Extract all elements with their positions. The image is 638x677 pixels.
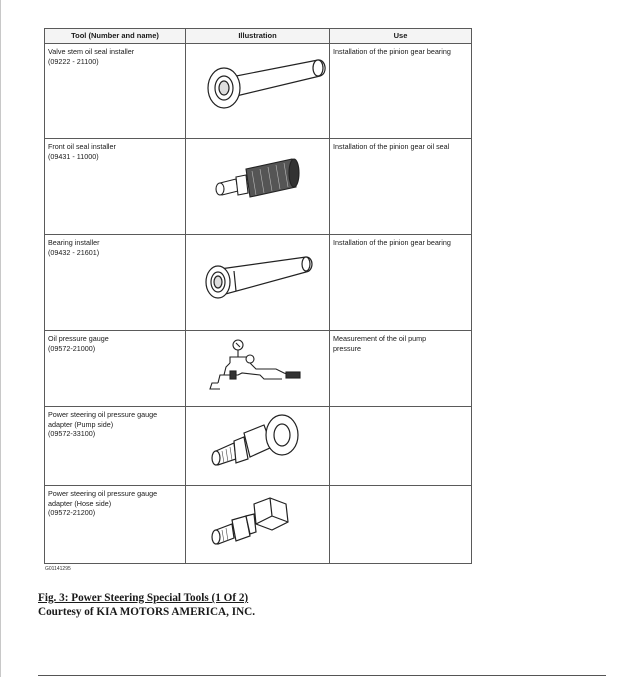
tool-name: Valve stem oil seal installer (09222 - 21100) bbox=[48, 47, 135, 66]
illustration-cell bbox=[186, 407, 330, 486]
use-text bbox=[330, 407, 471, 410]
special-tools-table bbox=[44, 28, 472, 564]
table-row bbox=[45, 44, 472, 139]
use-cell bbox=[330, 44, 472, 139]
use-text: Installation of the pinion gear bearing bbox=[333, 47, 451, 56]
use-cell bbox=[330, 486, 472, 564]
table-row bbox=[45, 235, 472, 331]
tool-name-cell bbox=[45, 486, 186, 564]
tool-name: Power steering oil pressure gauge adapter (Pump side) (09572-33100) bbox=[48, 410, 158, 438]
table-row bbox=[45, 407, 472, 486]
use-text bbox=[330, 486, 471, 489]
illustration-cell bbox=[186, 331, 330, 407]
use-cell bbox=[330, 139, 472, 235]
table-row bbox=[45, 331, 472, 407]
use-cell bbox=[330, 235, 472, 331]
table-row bbox=[45, 139, 472, 235]
bearing-installer-icon bbox=[186, 235, 330, 330]
tool-name-cell bbox=[45, 235, 186, 331]
tool-name-cell bbox=[45, 331, 186, 407]
footer-divider bbox=[38, 675, 606, 676]
tool-name: Power steering oil pressure gauge adapter (Hose side) (09572-21200) bbox=[48, 489, 158, 517]
pressure-gauge-icon bbox=[186, 331, 330, 406]
tool-name: Front oil seal installer (09431 - 11000) bbox=[48, 142, 116, 161]
page-edge bbox=[0, 0, 1, 677]
tool-name-cell bbox=[45, 407, 186, 486]
caption-title: Fig. 3: Power Steering Special Tools (1 Of 2) bbox=[38, 592, 249, 604]
tool-name-cell bbox=[45, 139, 186, 235]
use-cell bbox=[330, 407, 472, 486]
figure-caption bbox=[38, 591, 255, 619]
tool-name-cell bbox=[45, 44, 186, 139]
knurled-installer-icon bbox=[186, 139, 330, 234]
caption-courtesy: Courtesy of KIA MOTORS AMERICA, INC. bbox=[38, 606, 256, 618]
tool-name: Oil pressure gauge (09572-21000) bbox=[48, 334, 109, 353]
hex-nut-adapter-icon bbox=[186, 486, 330, 563]
table-row bbox=[45, 486, 472, 564]
header-tool: Tool (Number and name) bbox=[45, 29, 186, 44]
use-text: Installation of the pinion gear oil seal bbox=[333, 142, 450, 151]
sleeve-installer-icon bbox=[186, 44, 330, 138]
use-cell bbox=[330, 331, 472, 407]
use-text: Measurement of the oil pump pressure bbox=[333, 334, 427, 353]
tool-name: Bearing installer (09432 - 21601) bbox=[48, 238, 100, 257]
use-text: Installation of the pinion gear bearing bbox=[333, 238, 451, 247]
header-illustration: Illustration bbox=[186, 29, 330, 44]
illustration-cell bbox=[186, 486, 330, 564]
table-header-row bbox=[45, 29, 472, 44]
illustration-cell bbox=[186, 44, 330, 139]
illustration-cell bbox=[186, 139, 330, 235]
header-use: Use bbox=[330, 29, 472, 44]
banjo-adapter-icon bbox=[186, 407, 330, 485]
illustration-cell bbox=[186, 235, 330, 331]
image-reference-id: G01141295 bbox=[45, 566, 71, 572]
